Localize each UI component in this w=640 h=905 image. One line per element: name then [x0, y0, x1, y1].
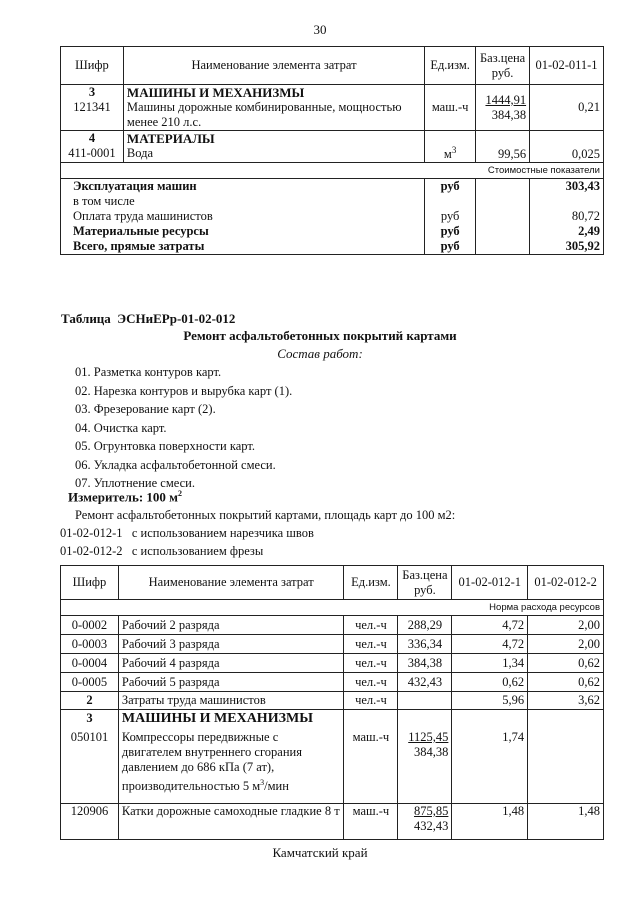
- page-number: 30: [313, 22, 327, 37]
- section-title: МАШИНЫ И МЕХАНИЗМЫ: [126, 85, 305, 100]
- resource-code: 050101: [70, 730, 109, 744]
- summary-value: 2,49: [530, 224, 604, 239]
- resource-name-suffix: /мин: [264, 779, 289, 794]
- base-price-2: 384,38: [414, 745, 449, 759]
- summary-label: Оплата труда машинистов: [61, 209, 425, 224]
- resource-unit: маш.-ч: [344, 804, 398, 840]
- resource-name: Рабочий 4 разряда: [118, 654, 344, 673]
- col-header: Ед.изм.: [425, 47, 476, 85]
- summary-label: в том числе: [61, 194, 425, 209]
- unit-superscript: 3: [260, 778, 265, 787]
- variant-1: 01-02-012-1 с использованием нарезчика швов: [60, 526, 314, 540]
- col-header: Баз.цена руб.: [476, 47, 530, 85]
- norm-value: 2,00: [528, 616, 604, 635]
- table-row: [61, 710, 604, 804]
- summary-unit: руб: [425, 209, 476, 224]
- section-number: 4: [88, 131, 96, 145]
- table-row: [61, 616, 604, 635]
- resource-name: Рабочий 5 разряда: [118, 673, 344, 692]
- table-1: [60, 46, 604, 255]
- work-item: 04. Очистка карт.: [75, 420, 167, 435]
- summary-label: Всего, прямые затраты: [61, 239, 425, 255]
- work-item: 07. Уплотнение смеси.: [75, 476, 195, 490]
- works-title: Состав работ:: [277, 346, 363, 361]
- col-header: Наименование элемента затрат: [123, 47, 424, 85]
- section-number: 3: [88, 85, 96, 99]
- section-title: МАШИНЫ И МЕХАНИЗМЫ: [121, 711, 313, 726]
- base-price: 99,56: [476, 131, 530, 163]
- col-header: Ед.изм.: [344, 566, 398, 600]
- col-header: Шифр: [61, 47, 124, 85]
- resource-unit: маш.-ч: [344, 710, 398, 804]
- base-price: 384,38: [398, 654, 452, 673]
- resource-name: Рабочий 2 разряда: [118, 616, 344, 635]
- resource-name: [122, 730, 341, 794]
- summary-value: 80,72: [530, 209, 604, 224]
- work-item: 03. Фрезерование карт (2).: [75, 402, 216, 416]
- work-item: 05. Огрунтовка поверхности карт.: [75, 439, 255, 453]
- col-header: 01-02-011-1: [530, 47, 604, 85]
- meter-label: Измеритель: 100 м: [68, 489, 179, 505]
- norm-value: 4,72: [452, 635, 528, 654]
- unit-superscript: 3: [451, 144, 457, 155]
- col-header: Наименование элемента затрат: [118, 566, 344, 600]
- norm-value: [528, 710, 604, 804]
- norm-value: 0,62: [528, 673, 604, 692]
- table-row: [61, 654, 604, 673]
- norm-label: Норма расхода ресурсов: [61, 600, 604, 616]
- resource-unit: м: [443, 147, 452, 161]
- table-row: [61, 635, 604, 654]
- section-number: 3: [86, 711, 93, 725]
- norm-value: 4,72: [452, 616, 528, 635]
- resource-unit: чел.-ч: [344, 635, 398, 654]
- base-price-2: 384,38: [491, 107, 527, 122]
- resource-unit: чел.-ч: [344, 673, 398, 692]
- col-header: Баз.цена руб.: [398, 566, 452, 600]
- resource-unit: маш.-ч: [425, 85, 476, 131]
- resource-unit: чел.-ч: [344, 692, 398, 710]
- table-title: Таблица ЭСНиЕРр-01-02-012: [61, 311, 236, 326]
- base-price-2: 432,43: [414, 819, 449, 833]
- norm-value: 1,48: [452, 804, 528, 840]
- description: Ремонт асфальтобетонных покрытий картами, площадь карт до 100 м2:: [75, 508, 456, 522]
- resource-code: 0-0004: [61, 654, 119, 673]
- norm-value: 1,34: [452, 654, 528, 673]
- resource-name: Затраты труда машинистов: [118, 692, 344, 710]
- section-subtitle: Ремонт асфальтобетонных покрытий картами: [183, 328, 457, 343]
- works-list: [75, 363, 292, 493]
- resource-unit: чел.-ч: [344, 616, 398, 635]
- norm-value: 0,62: [528, 654, 604, 673]
- resource-code: 121341: [73, 100, 111, 114]
- resource-code: 0-0002: [61, 616, 119, 635]
- col-header: 01-02-012-1: [452, 566, 528, 600]
- resource-code: 0-0005: [61, 673, 119, 692]
- norm-value: 0,21: [530, 85, 604, 131]
- resource-code: 120906: [61, 804, 119, 840]
- work-item: 02. Нарезка контуров и вырубка карт (1).: [75, 383, 293, 398]
- table-2: [60, 565, 604, 840]
- norm-value: 3,62: [528, 692, 604, 710]
- table-row: [61, 804, 604, 840]
- summary-unit: руб: [425, 179, 476, 195]
- base-price: 288,29: [398, 616, 452, 635]
- col-header: 01-02-012-2: [528, 566, 604, 600]
- summary-unit: руб: [425, 224, 476, 239]
- resource-name: Машины дорожные комбинированные, мощностью менее 210 л.с.: [126, 100, 402, 129]
- base-price: 432,43: [398, 673, 452, 692]
- norm-value: 2,00: [528, 635, 604, 654]
- resource-name-text: Компрессоры передвижные с двигателем внутреннего сгорания давлением до 686 кПа (7 ат), производительностью 5 м: [121, 730, 302, 794]
- summary-value: 305,92: [530, 239, 604, 255]
- indicators-label: Стоимостные показатели: [61, 163, 604, 179]
- table-row: [61, 692, 604, 710]
- resource-name: Рабочий 3 разряда: [118, 635, 344, 654]
- table-row: [61, 673, 604, 692]
- col-header: Шифр: [61, 566, 119, 600]
- norm-value: 1,48: [528, 804, 604, 840]
- base-price: 1444,91: [485, 92, 527, 107]
- work-item: 06. Укладка асфальтобетонной смеси.: [75, 457, 276, 472]
- base-price: 336,34: [398, 635, 452, 654]
- resource-name: Вода: [126, 146, 154, 160]
- variant-2: 01-02-012-2 с использованием фрезы: [60, 544, 264, 558]
- resource-name: Катки дорожные самоходные гладкие 8 т: [118, 804, 344, 840]
- summary-value: 303,43: [530, 179, 604, 195]
- section-number: 2: [61, 692, 119, 710]
- norm-value: 1,74: [452, 710, 528, 804]
- resource-unit: чел.-ч: [344, 654, 398, 673]
- base-price: 875,85: [414, 804, 449, 818]
- norm-value: 5,96: [452, 692, 528, 710]
- section-title: МАТЕРИАЛЫ: [126, 131, 215, 146]
- footer-region: Камчатский край: [272, 845, 368, 860]
- meter: [68, 489, 182, 505]
- summary-label: Материальные ресурсы: [61, 224, 425, 239]
- norm-value: 0,025: [530, 131, 604, 163]
- summary-label: Эксплуатация машин: [61, 179, 425, 195]
- meter-superscript: 2: [178, 489, 183, 498]
- resource-code: 0-0003: [61, 635, 119, 654]
- norm-value: 0,62: [452, 673, 528, 692]
- summary-unit: руб: [425, 239, 476, 255]
- work-item: 01. Разметка контуров карт.: [75, 365, 222, 379]
- resource-code: 411-0001: [68, 146, 116, 160]
- base-price: 1125,45: [408, 730, 449, 744]
